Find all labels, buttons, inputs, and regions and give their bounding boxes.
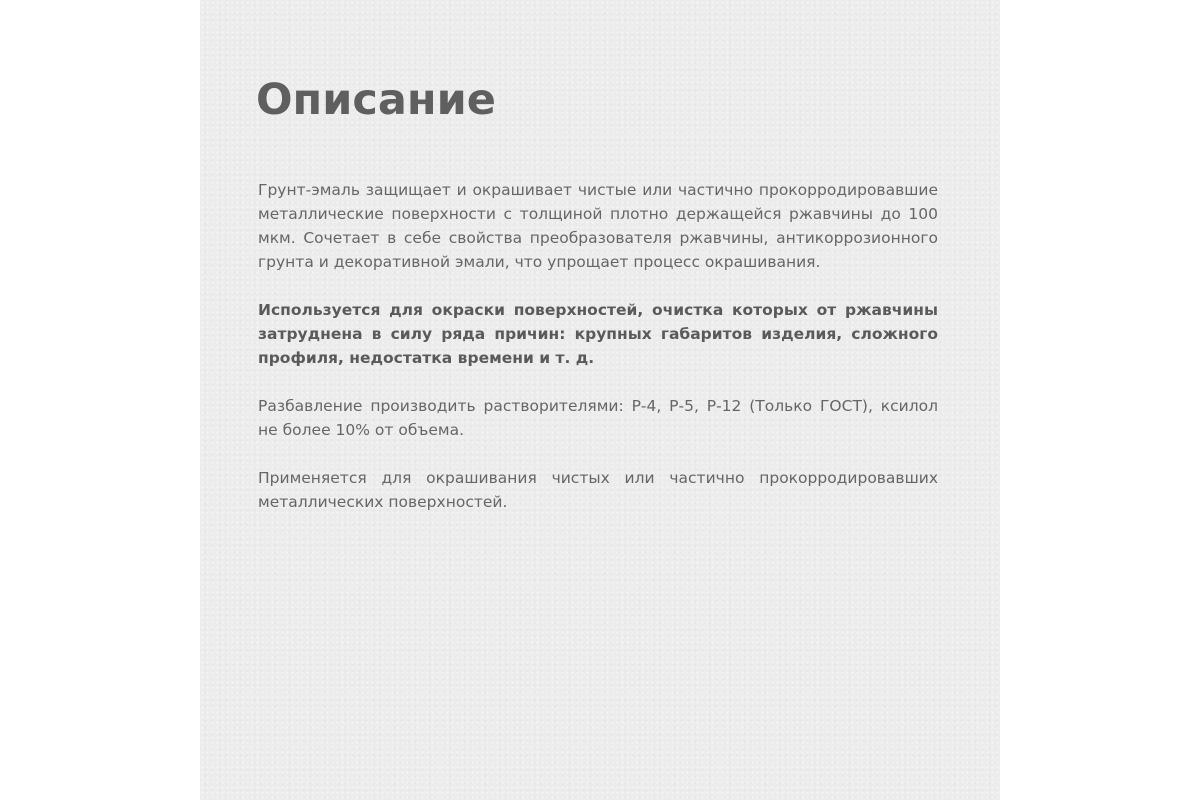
paragraph-thinning: Разбавление производить растворителями: Р-4, Р-5, Р-12 (Только ГОСТ), ксилол не более 10% от объема.	[258, 397, 938, 439]
paragraph-usage: Используется для окраски поверхностей, очистка которых от ржавчины затруднена в силу ряда причин: крупных габаритов изделия, сложного профиля, недостатка времени и т. д.	[258, 301, 938, 367]
description-body	[258, 178, 938, 538]
description-panel	[200, 0, 1000, 800]
paragraph-application: Применяется для окрашивания чистых или частично прокорродировавших металлических поверхностей.	[258, 469, 938, 511]
paragraph-composition: Грунт-эмаль защищает и окрашивает чистые или частично прокорродировавшие металлические поверхности с толщиной плотно держащейся ржавчины до 100 мкм. Сочетает в себе свойства преобразователя ржавчины, антикоррозионного грунта и декоративной эмали, что упрощает процесс окрашивания.	[258, 181, 938, 271]
page-title: Описание	[256, 75, 496, 125]
